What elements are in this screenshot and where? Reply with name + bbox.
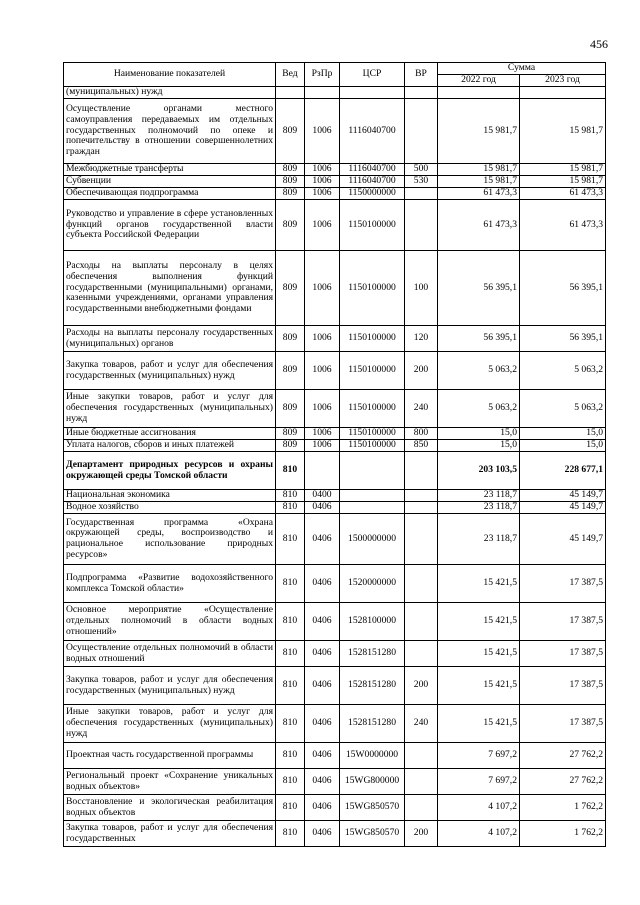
cell-vr: 500: [405, 164, 438, 176]
cell-ved: 809: [276, 176, 305, 188]
cell-sum-2022: 203 103,5: [438, 452, 520, 490]
header-vr: ВР: [405, 63, 438, 87]
cell-name: Осуществление органами местного самоуправления передаваемых им отдельных государственных полномочий по опеке и попечительству в отношении совершеннолетних граждан: [64, 99, 276, 164]
cell-csr: 1150100000: [340, 440, 405, 452]
cell-rzpr: [305, 452, 340, 490]
cell-rzpr: 0400: [305, 490, 340, 502]
cell-rzpr: 1006: [305, 251, 340, 326]
cell-sum-2022: 61 473,3: [438, 188, 520, 200]
cell-vr: 120: [405, 326, 438, 352]
cell-ved: 810: [276, 641, 305, 667]
cell-sum-2022: 5 063,2: [438, 390, 520, 428]
cell-sum-2023: 45 149,7: [520, 490, 606, 502]
header-sum: Сумма: [438, 63, 606, 75]
cell-sum-2023: 17 387,5: [520, 603, 606, 641]
header-name: Наименование показателей: [64, 63, 276, 87]
cell-ved: 809: [276, 188, 305, 200]
cell-sum-2022: 15,0: [438, 428, 520, 440]
cell-vr: [405, 603, 438, 641]
table-row: [64, 164, 606, 176]
cell-sum-2022: 4 107,2: [438, 795, 520, 821]
cell-vr: [405, 743, 438, 769]
cell-csr: 1116040700: [340, 164, 405, 176]
cell-rzpr: [305, 87, 340, 99]
table-row: [64, 821, 606, 847]
cell-rzpr: 0406: [305, 514, 340, 565]
cell-rzpr: 0406: [305, 502, 340, 514]
cell-name: Расходы на выплаты персоналу в целях обеспечения выполнения функций государственными (муниципальными) органами, казенными учреждениями, органами управления государственными внебюджетными фондами: [64, 251, 276, 326]
budget-table: [63, 62, 606, 847]
cell-ved: 809: [276, 164, 305, 176]
cell-sum-2022: 61 473,3: [438, 200, 520, 251]
table-row: [64, 440, 606, 452]
cell-name: Водное хозяйство: [64, 502, 276, 514]
table-row: [64, 87, 606, 99]
cell-rzpr: 1006: [305, 164, 340, 176]
cell-sum-2022: 23 118,7: [438, 490, 520, 502]
cell-sum-2022: 56 395,1: [438, 326, 520, 352]
table-row: [64, 326, 606, 352]
header-csr: ЦСР: [340, 63, 405, 87]
cell-sum-2023: 17 387,5: [520, 667, 606, 705]
cell-vr: [405, 99, 438, 164]
cell-name: Государственная программа «Охрана окружающей среды, воспроизводство и рациональное использование природных ресурсов»: [64, 514, 276, 565]
table-row: [64, 352, 606, 390]
cell-name: Расходы на выплаты персоналу государственных (муниципальных) органов: [64, 326, 276, 352]
cell-sum-2023: 15 981,7: [520, 99, 606, 164]
cell-vr: [405, 769, 438, 795]
cell-name: Закупка товаров, работ и услуг для обеспечения государственных: [64, 821, 276, 847]
cell-csr: 1150100000: [340, 326, 405, 352]
cell-sum-2022: 15,0: [438, 440, 520, 452]
table-row: [64, 795, 606, 821]
cell-sum-2023: 17 387,5: [520, 565, 606, 603]
cell-ved: 809: [276, 99, 305, 164]
header-year-2022: 2022 год: [438, 75, 520, 87]
table-row: [64, 99, 606, 164]
table-row: [64, 188, 606, 200]
cell-csr: 1500000000: [340, 514, 405, 565]
cell-ved: 809: [276, 200, 305, 251]
cell-sum-2023: 1 762,2: [520, 821, 606, 847]
cell-sum-2022: 7 697,2: [438, 743, 520, 769]
cell-ved: 810: [276, 565, 305, 603]
cell-ved: 809: [276, 390, 305, 428]
cell-name: Иные закупки товаров, работ и услуг для обеспечения государственных (муниципальных) нужд: [64, 390, 276, 428]
cell-name: Закупка товаров, работ и услуг для обеспечения государственных (муниципальных) нужд: [64, 352, 276, 390]
table-row: [64, 502, 606, 514]
table-row: [64, 769, 606, 795]
cell-sum-2022: 4 107,2: [438, 821, 520, 847]
cell-vr: 530: [405, 176, 438, 188]
cell-sum-2022: 15 421,5: [438, 705, 520, 743]
cell-rzpr: 1006: [305, 390, 340, 428]
cell-csr: [340, 490, 405, 502]
cell-sum-2023: 61 473,3: [520, 188, 606, 200]
cell-sum-2023: 15,0: [520, 440, 606, 452]
cell-ved: 809: [276, 352, 305, 390]
cell-name: (муниципальных) нужд: [64, 87, 276, 99]
cell-csr: 1150100000: [340, 251, 405, 326]
cell-vr: 240: [405, 705, 438, 743]
cell-ved: 809: [276, 440, 305, 452]
cell-sum-2023: 5 063,2: [520, 390, 606, 428]
cell-name: Обеспечивающая подпрограмма: [64, 188, 276, 200]
cell-sum-2022: 23 118,7: [438, 502, 520, 514]
cell-vr: [405, 795, 438, 821]
cell-vr: 800: [405, 428, 438, 440]
cell-rzpr: 0406: [305, 641, 340, 667]
cell-csr: [340, 502, 405, 514]
table-row: [64, 428, 606, 440]
cell-name: Уплата налогов, сборов и иных платежей: [64, 440, 276, 452]
cell-name: Проектная часть государственной программы: [64, 743, 276, 769]
cell-csr: 1150000000: [340, 188, 405, 200]
cell-vr: 200: [405, 667, 438, 705]
cell-name: Руководство и управление в сфере установленных функций органов государственной власти субъекта Российской Федерации: [64, 200, 276, 251]
cell-sum-2022: 15 421,5: [438, 603, 520, 641]
cell-sum-2022: 15 421,5: [438, 641, 520, 667]
cell-name: Национальная экономика: [64, 490, 276, 502]
cell-rzpr: 0406: [305, 603, 340, 641]
cell-ved: 810: [276, 502, 305, 514]
cell-ved: 810: [276, 452, 305, 490]
cell-sum-2022: 15 981,7: [438, 99, 520, 164]
cell-ved: 810: [276, 769, 305, 795]
cell-rzpr: 1006: [305, 176, 340, 188]
cell-csr: 1150100000: [340, 200, 405, 251]
page-number: 456: [590, 37, 608, 51]
cell-name: Субвенции: [64, 176, 276, 188]
cell-rzpr: 0406: [305, 667, 340, 705]
cell-ved: 809: [276, 428, 305, 440]
table-row: [64, 390, 606, 428]
cell-name: Восстановление и экологическая реабилитация водных объектов: [64, 795, 276, 821]
cell-csr: 1150100000: [340, 390, 405, 428]
cell-csr: 15WG800000: [340, 769, 405, 795]
cell-ved: [276, 87, 305, 99]
cell-sum-2023: 45 149,7: [520, 502, 606, 514]
cell-rzpr: 0406: [305, 565, 340, 603]
header-year-2023: 2023 год: [520, 75, 606, 87]
cell-csr: 1528151280: [340, 641, 405, 667]
cell-ved: 810: [276, 795, 305, 821]
cell-rzpr: 1006: [305, 200, 340, 251]
cell-rzpr: 1006: [305, 428, 340, 440]
cell-csr: [340, 452, 405, 490]
cell-ved: 810: [276, 667, 305, 705]
cell-name: Закупка товаров, работ и услуг для обеспечения государственных (муниципальных) нужд: [64, 667, 276, 705]
cell-name: Подпрограмма «Развитие водохозяйственного комплекса Томской области»: [64, 565, 276, 603]
cell-name: Осуществление отдельных полномочий в области водных отношений: [64, 641, 276, 667]
cell-vr: [405, 188, 438, 200]
cell-csr: 1528151280: [340, 667, 405, 705]
table-row: [64, 565, 606, 603]
table-row: [64, 667, 606, 705]
table-row: [64, 200, 606, 251]
cell-sum-2023: 15 981,7: [520, 164, 606, 176]
cell-rzpr: 0406: [305, 743, 340, 769]
cell-sum-2022: 15 981,7: [438, 176, 520, 188]
table-row: [64, 490, 606, 502]
cell-ved: 809: [276, 251, 305, 326]
cell-rzpr: 0406: [305, 769, 340, 795]
cell-csr: [340, 87, 405, 99]
cell-ved: 810: [276, 821, 305, 847]
cell-sum-2023: 17 387,5: [520, 641, 606, 667]
cell-vr: [405, 514, 438, 565]
cell-ved: 809: [276, 326, 305, 352]
cell-vr: [405, 490, 438, 502]
table-row: [64, 641, 606, 667]
cell-sum-2023: 27 762,2: [520, 743, 606, 769]
table-body: [64, 87, 606, 847]
cell-ved: 810: [276, 743, 305, 769]
cell-vr: 100: [405, 251, 438, 326]
cell-rzpr: 1006: [305, 440, 340, 452]
table-row: [64, 743, 606, 769]
cell-sum-2023: 15 981,7: [520, 176, 606, 188]
cell-name: Региональный проект «Сохранение уникальных водных объектов»: [64, 769, 276, 795]
cell-sum-2023: 56 395,1: [520, 326, 606, 352]
cell-ved: 810: [276, 490, 305, 502]
cell-rzpr: 1006: [305, 326, 340, 352]
cell-sum-2023: 56 395,1: [520, 251, 606, 326]
cell-vr: 240: [405, 390, 438, 428]
cell-csr: 1116040700: [340, 176, 405, 188]
cell-sum-2023: 17 387,5: [520, 705, 606, 743]
cell-name: Департамент природных ресурсов и охраны окружающей среды Томской области: [64, 452, 276, 490]
cell-vr: [405, 641, 438, 667]
cell-ved: 810: [276, 514, 305, 565]
cell-sum-2022: 23 118,7: [438, 514, 520, 565]
header-rzpr: РзПр: [305, 63, 340, 87]
cell-csr: 1116040700: [340, 99, 405, 164]
cell-sum-2022: 15 421,5: [438, 667, 520, 705]
cell-sum-2023: 27 762,2: [520, 769, 606, 795]
cell-rzpr: 0406: [305, 705, 340, 743]
cell-sum-2022: 56 395,1: [438, 251, 520, 326]
cell-name: Межбюджетные трансферты: [64, 164, 276, 176]
cell-csr: 15WG850570: [340, 821, 405, 847]
cell-sum-2023: 61 473,3: [520, 200, 606, 251]
table-row: [64, 251, 606, 326]
cell-sum-2022: 7 697,2: [438, 769, 520, 795]
cell-name: Иные закупки товаров, работ и услуг для обеспечения государственных (муниципальных) нужд: [64, 705, 276, 743]
cell-vr: [405, 565, 438, 603]
cell-sum-2023: 5 063,2: [520, 352, 606, 390]
cell-csr: 1528100000: [340, 603, 405, 641]
cell-csr: 1528151280: [340, 705, 405, 743]
cell-vr: [405, 87, 438, 99]
cell-ved: 810: [276, 603, 305, 641]
cell-rzpr: 0406: [305, 795, 340, 821]
cell-sum-2023: [520, 87, 606, 99]
cell-ved: 810: [276, 705, 305, 743]
cell-sum-2022: [438, 87, 520, 99]
cell-vr: 850: [405, 440, 438, 452]
cell-csr: 1150100000: [340, 428, 405, 440]
cell-name: Иные бюджетные ассигнования: [64, 428, 276, 440]
cell-sum-2022: 15 421,5: [438, 565, 520, 603]
table-row: [64, 514, 606, 565]
cell-rzpr: 1006: [305, 352, 340, 390]
cell-sum-2023: 1 762,2: [520, 795, 606, 821]
cell-sum-2022: 15 981,7: [438, 164, 520, 176]
cell-name: Основное мероприятие «Осуществление отдельных полномочий в области водных отношений»: [64, 603, 276, 641]
header-ved: Вед: [276, 63, 305, 87]
cell-csr: 1520000000: [340, 565, 405, 603]
cell-vr: [405, 502, 438, 514]
cell-rzpr: 1006: [305, 188, 340, 200]
cell-vr: 200: [405, 821, 438, 847]
table-row: [64, 603, 606, 641]
cell-vr: [405, 200, 438, 251]
table-row: [64, 176, 606, 188]
cell-csr: 1150100000: [340, 352, 405, 390]
cell-rzpr: 0406: [305, 821, 340, 847]
cell-sum-2023: 228 677,1: [520, 452, 606, 490]
cell-csr: 15WG850570: [340, 795, 405, 821]
cell-csr: 15W0000000: [340, 743, 405, 769]
cell-sum-2022: 5 063,2: [438, 352, 520, 390]
table-row: [64, 705, 606, 743]
cell-sum-2023: 15,0: [520, 428, 606, 440]
cell-vr: [405, 452, 438, 490]
cell-vr: 200: [405, 352, 438, 390]
table-row: [64, 452, 606, 490]
cell-sum-2023: 45 149,7: [520, 514, 606, 565]
cell-rzpr: 1006: [305, 99, 340, 164]
